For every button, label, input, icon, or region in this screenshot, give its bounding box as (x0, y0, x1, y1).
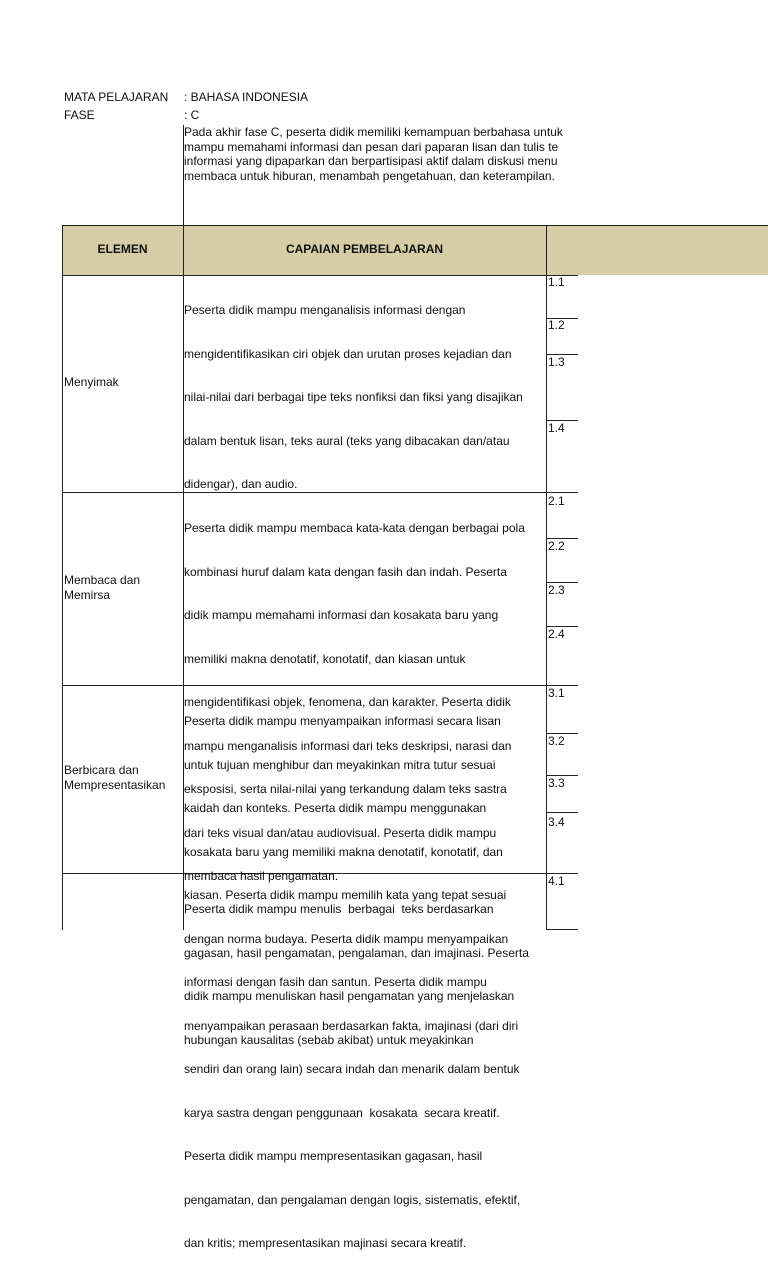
outcome-line: mengidentifikasi objek, fenomena, dan karakter. Peserta didik (184, 695, 511, 709)
outcome-line: nilai-nilai dari berbagai tipe teks nonfiksi dan fiksi yang disajikan (184, 390, 523, 404)
outcome-line: didik mampu menuliskan hasil pengamatan yang menjelaskan (184, 989, 515, 1003)
outcome-number: 3.3 (548, 776, 565, 790)
column-divider (546, 225, 547, 930)
outcome-line: mampu menganalisis informasi dari teks deskripsi, narasi dan (184, 738, 512, 753)
header-elemen: ELEMEN (97, 242, 148, 256)
outcome-line: didengar), dan audio. (184, 477, 298, 491)
phase-description-line: informasi yang dipaparkan dan berpartisipasi aktif dalam diskusi menu (184, 154, 558, 168)
subject-value: : BAHASA INDONESIA (184, 90, 309, 104)
outcome-line: didik mampu memahami informasi dan kosakata baru yang (184, 608, 499, 622)
outcome-line: Peserta didik mampu menulis berbagai teks berdasarkan (184, 902, 494, 916)
header-capaian-pembelajaran: CAPAIAN PEMBELAJARAN (285, 242, 444, 256)
phase-description (184, 125, 578, 183)
table-left-border (62, 225, 63, 930)
outcome-line: menyampaikan perasaan berdasarkan fakta, imajinasi (dari diri (184, 1018, 519, 1033)
sub-divider (546, 929, 578, 930)
outcome-line: kiasan. Peserta didik mampu memilih kata yang tepat sesuai (184, 888, 507, 902)
outcome-line: dalam bentuk lisan, teks aural (teks yang dibacakan dan/atau (184, 433, 510, 448)
element-menyimak: Menyimak (64, 375, 119, 389)
outcome-menyimak (184, 274, 546, 506)
outcome-line: dari teks visual dan/atau audiovisual. Peserta didik mampu (184, 825, 497, 840)
outcome-line: informasi dengan fasih dan santun. Peserta didik mampu (184, 975, 487, 989)
outcome-line: kaidah dan konteks. Peserta didik mampu menggunakan (184, 801, 487, 815)
header-top-border (62, 225, 768, 226)
subject-label: MATA PELAJARAN (64, 90, 169, 104)
phase-description-line: Pada akhir fase C, peserta didik memiliki kemampuan berbahasa untuk (184, 125, 563, 139)
outcome-line: dengan norma budaya. Peserta didik mampu menyampaikan (184, 931, 509, 946)
element-berbicara-dan-mempresentasikan: Berbicara dan Mempresentasikan (64, 763, 166, 792)
outcome-line: gagasan, hasil pengamatan, pengalaman, dan imajinasi. Peserta (184, 945, 529, 960)
outcome-number: 3.4 (548, 815, 565, 829)
outcome-number: 1.1 (548, 275, 565, 289)
phase-description-line: mampu memahami informasi dan pesan dari paparan lisan dan tulis te (184, 139, 559, 154)
outcome-line: memiliki makna denotatif, konotatif, dan kiasan untuk (184, 651, 466, 666)
outcome-line: pengamatan, dan pengalaman dengan logis, sistematis, efektif, (184, 1192, 521, 1207)
outcome-number: 1.4 (548, 421, 565, 435)
outcome-line: Peserta didik mampu mempresentasikan gagasan, hasil (184, 1149, 483, 1163)
outcome-number: 2.1 (548, 494, 565, 508)
outcome-line: kosakata baru yang memiliki makna denotatif, konotatif, dan (184, 844, 503, 859)
phase-label: FASE (64, 108, 95, 122)
outcome-number: 2.4 (548, 627, 565, 641)
outcome-line: mengidentifikasikan ciri objek dan urutan proses kejadian dan (184, 346, 512, 361)
outcome-line: membaca hasil pengamatan. (184, 869, 339, 883)
outcome-line: karya sastra dengan penggunaan kosakata secara kreatif. (184, 1105, 500, 1120)
outcome-line: kombinasi huruf dalam kata dengan fasih dan indah. Peserta (184, 564, 507, 579)
element-membaca-dan-memirsa: Membaca dan Memirsa (64, 573, 141, 602)
outcome-menulis (184, 873, 546, 1062)
outcome-line: Peserta didik mampu membaca kata-kata dengan berbagai pola (184, 521, 525, 535)
outcome-number: 1.2 (548, 318, 565, 332)
outcome-line: untuk tujuan menghibur dan meyakinkan mitra tutur sesuai (184, 757, 496, 772)
outcome-line: hubungan kausalitas (sebab akibat) untuk meyakinkan (184, 1032, 474, 1047)
outcome-number: 2.3 (548, 583, 565, 597)
outcome-line: Peserta didik mampu menganalisis informasi dengan (184, 303, 466, 317)
sub-divider (546, 812, 578, 813)
outcome-number: 2.2 (548, 539, 565, 553)
outcome-line: sendiri dan orang lain) secara indah dan menarik dalam bentuk (184, 1062, 520, 1076)
outcome-line: Peserta didik mampu menyampaikan informasi secara lisan (184, 714, 501, 728)
outcome-line: eksposisi, serta nilai-nilai yang terkandung dalam teks sastra (184, 782, 507, 796)
phase-value: : C (184, 108, 200, 122)
phase-description-line: membaca untuk hiburan, menambah pengetahuan, dan keterampilan. (184, 168, 555, 183)
outcome-number: 1.3 (548, 355, 565, 369)
outcome-line: dan kritis; mempresentasikan majinasi secara kreatif. (184, 1236, 467, 1250)
outcome-number: 4.1 (548, 874, 565, 888)
outcome-number: 3.2 (548, 734, 565, 748)
outcome-number: 3.1 (548, 686, 565, 700)
